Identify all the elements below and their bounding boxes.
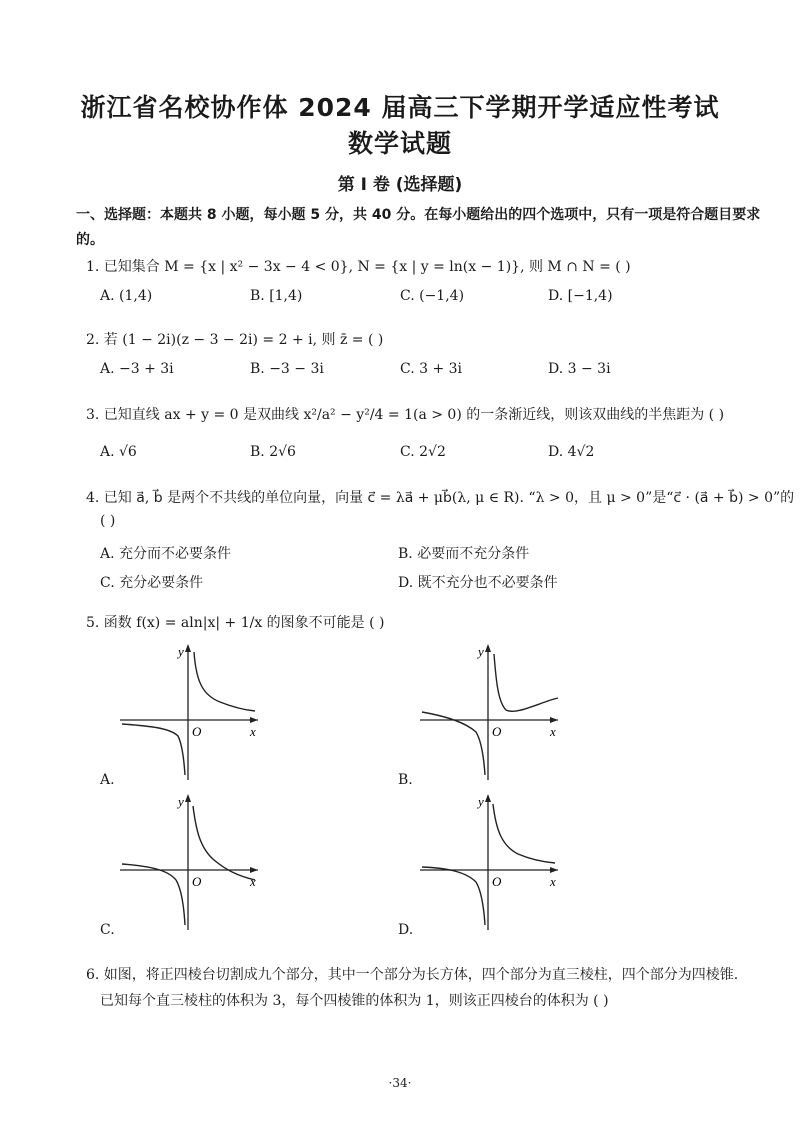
graph-a-y-arrow-icon	[185, 644, 191, 652]
exam-subtitle: 数学试题	[347, 129, 452, 158]
graph-c-x-label: x	[250, 874, 256, 889]
graph-d	[410, 790, 570, 935]
q2-option-c: C. 3 + 3i	[400, 361, 463, 377]
graph-c-y-label: y	[178, 794, 184, 809]
question-4-paren: ( )	[100, 513, 116, 529]
graph-b-y-arrow-icon	[485, 644, 491, 652]
q1-option-a: A. (1,4)	[100, 288, 153, 304]
q2-option-d: D. 3 − 3i	[548, 361, 611, 377]
graph-b	[410, 640, 570, 785]
graph-d-y-label: y	[478, 794, 484, 809]
graph-b-curve-right	[494, 654, 558, 711]
graph-a-y-label: y	[178, 644, 184, 659]
graph-c-x-arrow-icon	[250, 867, 258, 873]
q5-option-d: D.	[398, 922, 414, 938]
graph-d-curve-left	[422, 867, 485, 925]
question-2-stem: 2. 若 (1 − 2i)(z − 3 − 2i) = 2 + i, 则 z̄ = ( )	[86, 332, 384, 348]
graph-d-origin: O	[492, 874, 502, 889]
q1-option-c: C. (−1,4)	[400, 288, 465, 304]
q4-option-c: C. 充分必要条件	[100, 575, 204, 591]
q4-option-a: A. 充分而不必要条件	[100, 546, 232, 562]
graph-d-x-arrow-icon	[550, 867, 558, 873]
q1-option-b: B. [1,4)	[250, 288, 303, 304]
q5-option-c: C.	[100, 922, 115, 938]
graph-c-curve-left	[122, 864, 185, 925]
graph-d-y-arrow-icon	[485, 794, 491, 802]
q4-option-b: B. 必要而不充分条件	[398, 546, 530, 562]
q4-option-d: D. 既不充分也不必要条件	[398, 575, 558, 591]
question-3-stem: 3. 已知直线 ax + y = 0 是双曲线 x²/a² − y²/4 = 1(a > 0) 的一条渐近线，则该双曲线的半焦距为 ( )	[86, 407, 725, 423]
q3-option-d: D. 4√2	[548, 444, 595, 460]
graph-c	[110, 790, 270, 935]
graph-a-x-arrow-icon	[250, 717, 258, 723]
q1-option-d: D. [−1,4)	[548, 288, 613, 304]
question-5-stem: 5. 函数 f(x) = aln|x| + 1/x 的图象不可能是 ( )	[86, 615, 385, 631]
graph-b-x-label: x	[550, 724, 556, 739]
graph-c-curve-right	[193, 806, 255, 880]
graph-d-x-label: x	[550, 874, 556, 889]
q3-option-b: B. 2√6	[250, 444, 296, 460]
graph-a-origin: O	[192, 724, 202, 739]
question-4-stem: 4. 已知 a⃗, b⃗ 是两个不共线的单位向量，向量 c⃗ = λa⃗ + μb⃗(λ, μ ∈ R). “λ > 0，且 μ > 0”是“c⃗ · (a⃗ + b⃗) > 0”的	[86, 490, 795, 506]
exam-title: 浙江省名校协作体 2024 届高三下学期开学适应性考试	[80, 93, 720, 122]
graph-c-origin: O	[192, 874, 202, 889]
question-1-stem: 1. 已知集合 M = {x | x² − 3x − 4 < 0}, N = {x | y = ln(x − 1)}, 则 M ∩ N = ( )	[86, 259, 631, 275]
graph-b-x-arrow-icon	[550, 717, 558, 723]
instructions-line1: 一、选择题：本题共 8 小题，每小题 5 分，共 40 分。在每小题给出的四个选项中，只有一项是符合题目要求	[76, 207, 761, 223]
q5-option-b: B.	[398, 772, 413, 788]
instructions-line2: 的。	[76, 232, 104, 248]
q2-option-a: A. −3 + 3i	[100, 361, 174, 377]
page-number: ·34·	[388, 1076, 412, 1090]
graph-b-y-label: y	[478, 644, 484, 659]
question-6-stem: 6. 如图，将正四棱台切割成九个部分，其中一个部分为长方体，四个部分为直三棱柱，四个部分为四棱锥.	[86, 967, 739, 983]
graph-d-curve-right	[493, 804, 555, 863]
graph-c-y-arrow-icon	[185, 794, 191, 802]
question-6-stem-line2: 已知每个直三棱柱的体积为 3，每个四棱锥的体积为 1，则该正四棱台的体积为 ( )	[100, 993, 609, 1009]
graph-a-curve-right	[194, 652, 255, 711]
q5-option-a: A.	[100, 772, 115, 788]
q2-option-b: B. −3 − 3i	[250, 361, 324, 377]
q3-option-a: A. √6	[100, 444, 137, 460]
section-title: 第 I 卷 (选择题)	[337, 175, 463, 195]
graph-b-origin: O	[492, 724, 502, 739]
graph-a	[110, 640, 270, 785]
q3-option-c: C. 2√2	[400, 444, 446, 460]
graph-a-x-label: x	[250, 724, 256, 739]
graph-b-curve-left	[422, 712, 485, 775]
graph-a-curve-left	[122, 724, 185, 775]
